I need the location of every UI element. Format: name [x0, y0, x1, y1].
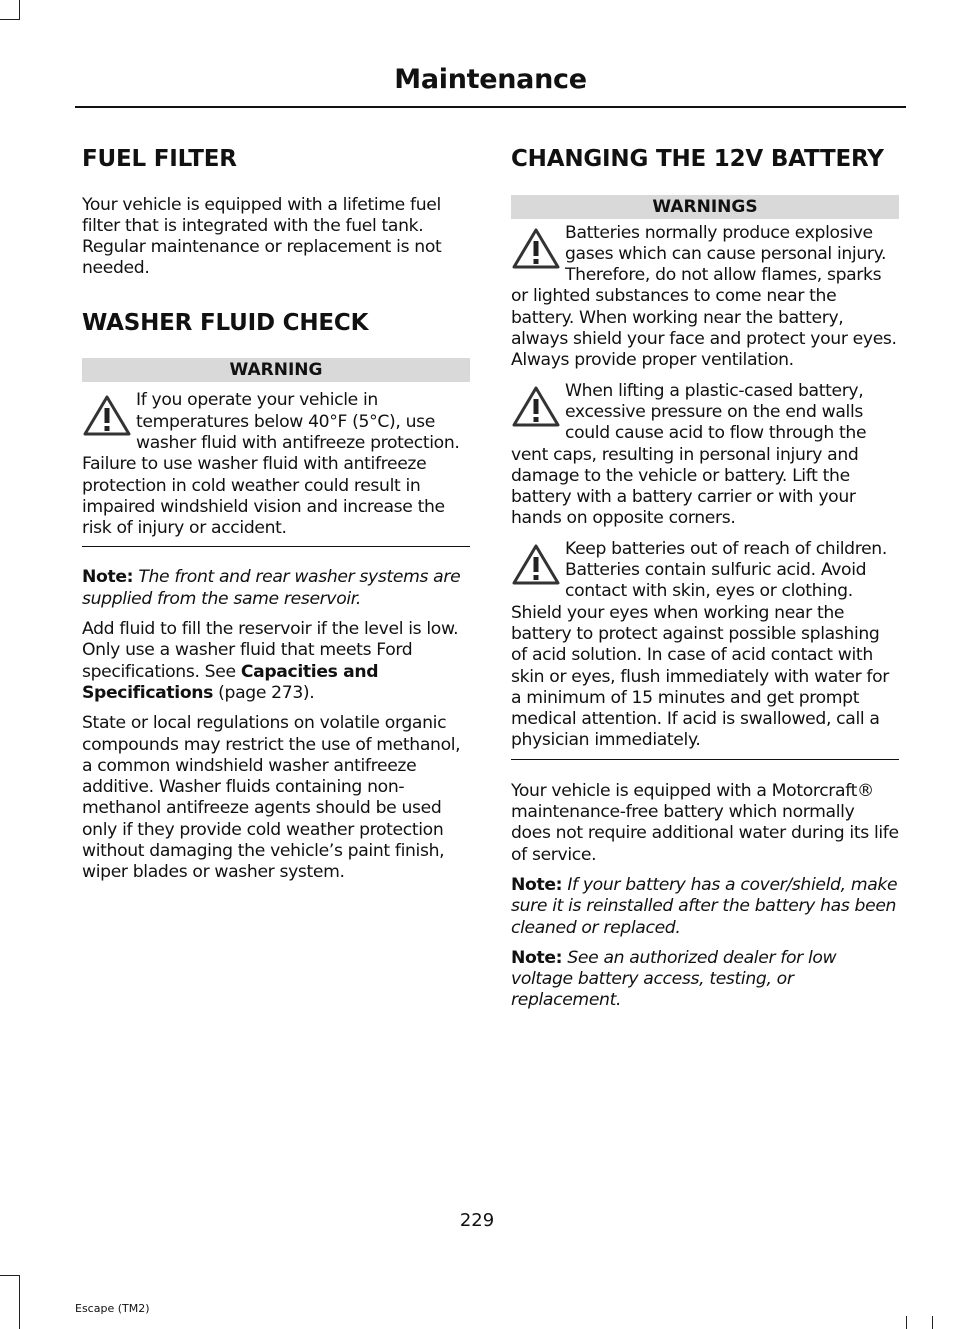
- battery-warning-3: [511, 539, 899, 752]
- page-header: [75, 58, 906, 108]
- warning-triangle-icon: [511, 227, 561, 271]
- warning-bar: WARNING: [82, 358, 470, 382]
- warning-divider: [82, 546, 470, 547]
- washer-note: [82, 567, 470, 610]
- battery-warning-text-2: When lifting a plastic-cased battery, excessive pressure on the end walls could cause acid to flow through the vent caps, resulting in personal injury and damage to the vehicle or battery. Lift the battery with a battery carrier or with your hands on opposite corners.: [511, 380, 867, 529]
- right-column: [511, 140, 899, 1012]
- warnings-bar: WARNINGS: [511, 195, 899, 219]
- crop-mark-bottom-right-v2: [932, 1316, 933, 1329]
- note-text: The front and rear washer systems are supplied from the same reservoir.: [82, 567, 461, 609]
- fuel-filter-heading: FUEL FILTER: [82, 146, 237, 172]
- page-reference: (page 273).: [213, 682, 315, 703]
- battery-heading: CHANGING THE 12V BATTERY: [511, 146, 884, 172]
- crop-mark-bottom-right-v1: [906, 1316, 907, 1329]
- battery-warning-1: [511, 223, 899, 372]
- washer-fluid-heading: WASHER FLUID CHECK: [82, 309, 369, 336]
- warning-triangle-icon: [82, 394, 132, 438]
- note-text: See an authorized dealer for low voltage battery access, testing, or replacement.: [511, 947, 837, 1011]
- fuel-filter-body: Your vehicle is equipped with a lifetime fuel filter that is integrated with the fuel tank. Regular maintenance or replacement is not needed.: [82, 194, 442, 279]
- washer-warning-text: If you operate your vehicle in temperatures below 40°F (5°C), use washer fluid with antifreeze protection. Failure to use washer fluid with antifreeze protection in cold weather could result in impaired windshield vision and increase the risk of injury or accident.: [82, 390, 460, 539]
- capacities-link[interactable]: Capacities and Specifications: [82, 661, 379, 703]
- battery-body: Your vehicle is equipped with a Motorcraft® maintenance-free battery which normally does not require additional water during its life of service.: [511, 780, 899, 865]
- left-column: [82, 140, 470, 884]
- battery-warning-text-1: Batteries normally produce explosive gases which can cause personal injury. Therefore, do not allow flames, sparks or lighted substances to come near the battery. When working near the battery, always shield your face and protect your eyes. Always provide proper ventilation.: [511, 222, 897, 371]
- crop-mark-top-left-h: [0, 19, 20, 20]
- washer-warning: [82, 390, 470, 539]
- page-title: Maintenance: [394, 64, 587, 95]
- footer-model-label: Escape (TM2): [75, 1302, 150, 1315]
- battery-note-1: [511, 875, 899, 939]
- warning-triangle-icon: [511, 543, 561, 587]
- washer-regulations-paragraph: State or local regulations on volatile organic compounds may restrict the use of methanol, a common windshield washer antifreeze additive. Washer fluids containing non-methanol antifreeze agents should be used only if they provide cold weather protection without damaging the vehicle’s paint finish, wiper blades or washer system.: [82, 713, 461, 883]
- page-number: 229: [459, 1210, 495, 1231]
- crop-mark-bottom-left-h: [0, 1275, 20, 1276]
- battery-warning-text-3: Keep batteries out of reach of children. Batteries contain sulfuric acid. Avoid contact with skin, eyes or clothing. Shield your eyes when working near the battery to protect against possible splashing of acid solution. In case of acid contact with skin or eyes, flush immediately with water for a minimum of 15 minutes and get prompt medical attention. If acid is swallowed, call a physician immediately.: [511, 538, 889, 751]
- note-label: Note:: [511, 947, 563, 968]
- note-label: Note:: [82, 567, 134, 588]
- battery-note-2: [511, 948, 899, 1012]
- warning-triangle-icon: [511, 385, 561, 429]
- fill-text: Add fluid to fill the reservoir if the level is low. Only use a washer fluid that meets Ford specifications. See: [82, 619, 459, 682]
- battery-warning-2: [511, 381, 899, 530]
- note-label: Note:: [511, 874, 563, 895]
- washer-fill-paragraph: [82, 619, 470, 704]
- warnings-divider: [511, 759, 899, 760]
- note-text: If your battery has a cover/shield, make sure it is reinstalled after the battery has been cleaned or replaced.: [511, 874, 898, 938]
- crop-mark-bottom-left-v: [19, 1275, 20, 1329]
- crop-mark-top-left-v: [19, 0, 20, 20]
